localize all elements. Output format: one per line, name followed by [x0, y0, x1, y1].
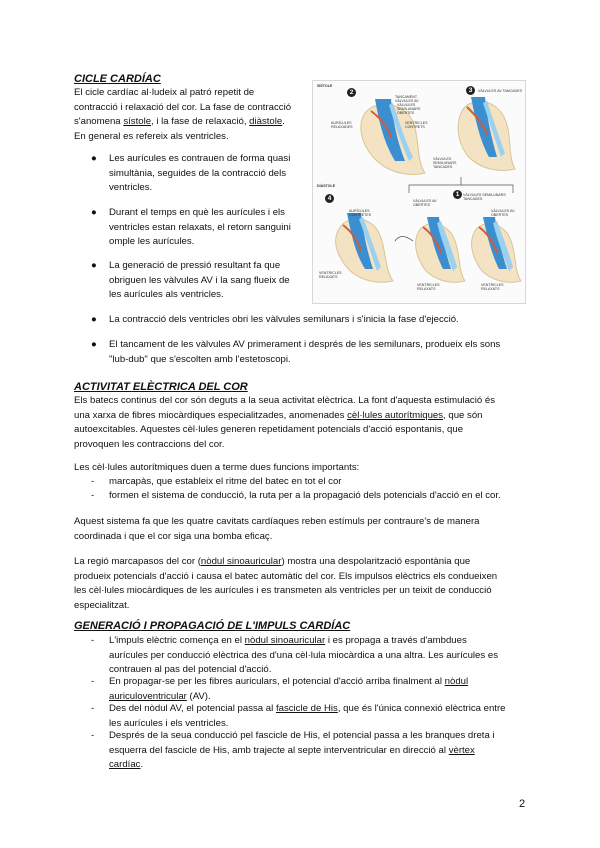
- dash-item: L'impuls elèctric comença en el nòdul sinoauricular i es propaga a través d'ambdues aurícules per conducció elèctrica des d'una cèl·lula miocàrdica a una altra. Les aurícules es contrauen al pas del potencial d'acció.: [109, 635, 498, 675]
- bullet-dot: ●: [91, 207, 97, 218]
- bullet-item: Durant el temps en què les aurícules i els ventricles estan relaxats, el retorn sanguini omple les aurícules.: [109, 207, 291, 247]
- intro-line: El cicle cardíac al·ludeix al patró repetit de: [74, 87, 255, 98]
- intro-line: s'anomena sístole, i la fase de relaxació, diàstole.: [74, 116, 285, 127]
- step-number: 1: [453, 190, 462, 199]
- bullet-dot: ●: [91, 153, 97, 164]
- section-title-activitat: ACTIVITAT ELÈCTRICA DEL COR: [74, 381, 248, 393]
- figure-label: VÀLVULES AV TANCADES: [478, 89, 522, 93]
- term-nodul-sinoauricular: nòdul sinoauricular: [200, 556, 282, 567]
- dash-item: Des del nòdul AV, el potencial passa al fascicle de His, que és l'única connexió elèctrica entre les aurícules i els ventricles.: [109, 703, 506, 729]
- dash-marker: -: [91, 676, 95, 687]
- figure-label: VENTRICLES RELAXATS: [417, 283, 440, 291]
- intro-line: En general es refereix als ventricles.: [74, 130, 229, 142]
- figure-label: VÀLVULES AV OBERTES: [491, 209, 515, 217]
- activitat-paragraph-1: Els batecs continus del cor són deguts a la seua activitat elèctrica. La font d'aquesta estimulació és una xarxa de fibres miocàrdiques especialitzades, anomenades cèl·lules autorítmiques, que són autoexcitables. Aquestes cèl·lules generen repetidament potencials d'acció espontanis, que provoquen les contraccions del cor.: [74, 395, 495, 450]
- heart-panel-1b: [472, 217, 521, 282]
- figure-label: VÀLVULES SEMILUNARS TANCADES: [433, 157, 457, 169]
- activitat-paragraph-2: Les cèl·lules autorítmiques duen a terme dues funcions importants:: [74, 462, 360, 473]
- term-diastole: diàstole: [249, 116, 283, 127]
- figure-label: VENTRICLES RELAXATS: [319, 271, 342, 279]
- step-number: 3: [466, 86, 475, 95]
- dash-item: formen el sistema de conducció, la ruta per a la propagació dels potencials d'acció en el cor.: [109, 490, 501, 501]
- bullet-dot: ●: [91, 339, 97, 350]
- figure-label: VÀLVULES AV OBERTES: [413, 199, 437, 207]
- step-number: 4: [325, 194, 334, 203]
- figure-label: VÀLVULES SEMILUNARS TANCADES: [463, 193, 506, 201]
- bullet-item: Les aurícules es contrauen de forma quasi simultània, seguides de la contracció dels ventricles.: [109, 153, 291, 193]
- step-number: 2: [347, 88, 356, 97]
- dash-item: Després de la seua conducció pel fascicle de His, el potencial passa a les branques dreta i esquerra del fascicle de His, amb trajecte al septe interventricular en direcció al vèrtex cardíac.: [109, 730, 495, 770]
- term-auriculoventricular: auriculoventricular: [109, 690, 187, 702]
- figure-label: AURÍCULES CONTRETES: [349, 209, 372, 217]
- intro-paragraph: [74, 86, 309, 144]
- figure-label-diastole: DIÀSTOLE: [317, 184, 336, 188]
- dash-item: En propagar-se per les fibres auriculars, el potencial d'acció arriba finalment al nòdul auriculoventricular (AV).: [109, 676, 469, 702]
- term-cardiac: cardíac: [109, 759, 141, 770]
- term-cellules-autoritmiques: cèl·lules autorítmiques: [347, 409, 444, 421]
- section-title-generacio: GENERACIÓ I PROPAGACIÓ DE L'IMPULS CARDÍAC: [74, 620, 351, 632]
- cycle-arrow: [395, 237, 413, 242]
- term-vertex: vèrtex: [448, 744, 475, 756]
- bullet-item: La generació de pressió resultant fa que obriguen les vàlvules AV i la sang flueix de les aurícules als ventricles.: [109, 260, 290, 300]
- figure-label: VÀLVULES SEMILUNARS OBERTES: [397, 103, 421, 115]
- bullet-item: La contracció dels ventricles obri les vàlvules semilunars i s'inicia la fase d'ejecció.: [109, 314, 459, 325]
- dash-marker: -: [91, 635, 95, 646]
- page-number: 2: [519, 798, 526, 810]
- activitat-paragraph-3: Aquest sistema fa que les quatre cavitats cardíaques reben estímuls per contraure's de manera coordinada i que el cor siga una bomba eficaç.: [74, 516, 480, 542]
- bullet-item: El tancament de les vàlvules AV primerament i després de les semilunars, produeix els sons "lub-dub" que s'escolten amb l'estetoscopi.: [109, 339, 501, 365]
- figure-label: AURÍCULES RELAXADES: [331, 121, 353, 129]
- dash-marker: -: [91, 730, 95, 741]
- figure-label-sistole: SÍSTOLE: [317, 84, 333, 88]
- term-sistole: sístole: [123, 116, 152, 127]
- dash-marker: -: [91, 490, 95, 501]
- heart-panel-1a: [416, 217, 465, 282]
- cardiac-cycle-figure: [312, 80, 526, 304]
- dash-marker: -: [91, 476, 95, 487]
- dash-marker: -: [91, 703, 95, 714]
- term-nodul: nòdul: [444, 676, 469, 687]
- figure-label: VENTRICLES RELAXATS: [481, 283, 504, 291]
- dash-item: marcapàs, que estableix el ritme del batec en tot el cor: [109, 476, 342, 487]
- term-nodul-sinoauricular: nòdul sinoauricular: [244, 635, 326, 646]
- term-fascicle-his: fascicle de His: [275, 703, 338, 714]
- activitat-paragraph-4: La regió marcapasos del cor (nòdul sinoauricular) mostra una despolarització espontània que produeix potencials d'acció i causa el batec automàtic del cor. Els impulsos elèctrics els condueixen les cèl·lules miocàrdiques de les aurícules i es transmeten als ventricles per un teixit de conducció especialitzat.: [74, 556, 498, 611]
- figure-label: TANCAMENT VÀLVULES AV: [395, 95, 419, 103]
- bullet-dot: ●: [91, 260, 97, 271]
- intro-line: contracció i relaxació del cor. La fase de contracció: [74, 101, 292, 113]
- section-title-cicle: CICLE CARDÍAC: [74, 73, 161, 85]
- figure-label: VENTRICLES CONTRETS: [405, 121, 428, 129]
- bullet-dot: ●: [91, 314, 97, 325]
